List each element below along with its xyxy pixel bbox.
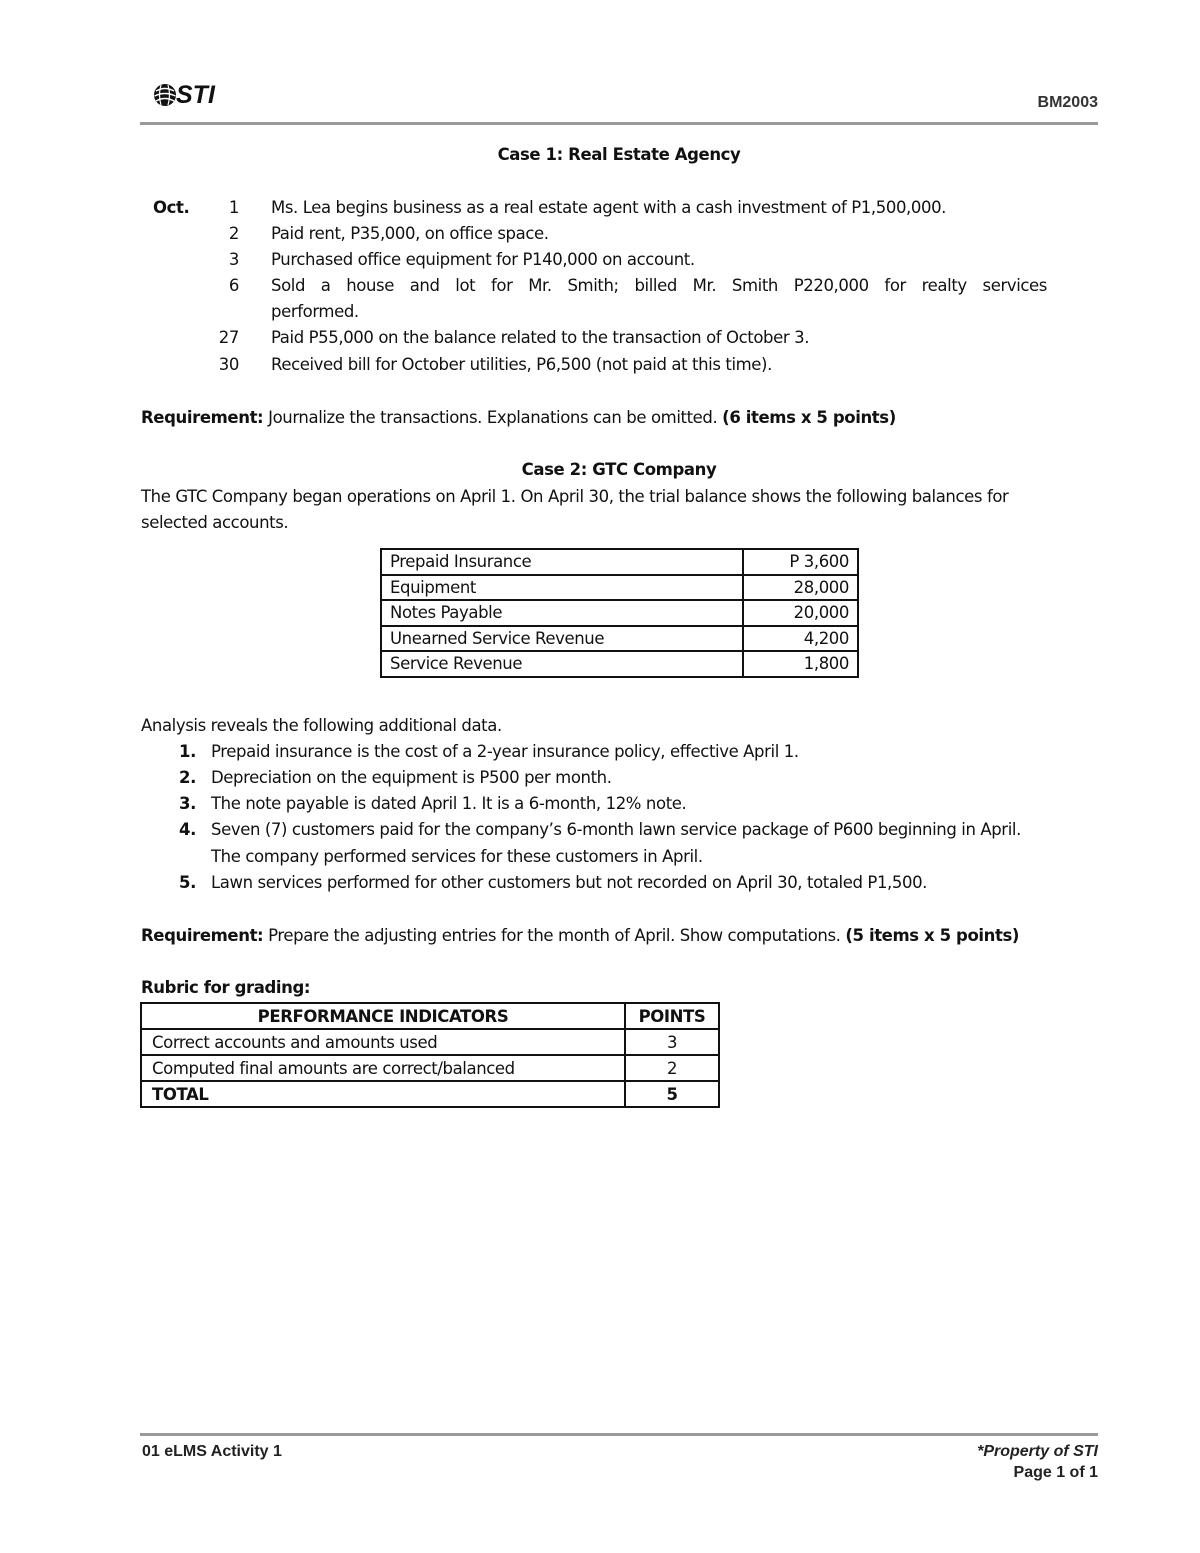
requirement-text: Prepare the adjusting entries for the month of April. Show computations.	[263, 926, 846, 945]
requirement-label: Requirement:	[141, 408, 264, 427]
list-item-continued: The company performed services for these customers in April.	[211, 847, 703, 866]
table-row	[141, 1055, 719, 1081]
table-header-row	[141, 1003, 719, 1029]
transaction-day: 27	[218, 328, 239, 347]
transaction-day: 2	[228, 224, 239, 243]
indicator-cell: Correct accounts and amounts used	[141, 1029, 625, 1055]
transaction-text: Ms. Lea begins business as a real estate agent with a cash investment of P1,500,000.	[271, 198, 947, 217]
table-row	[381, 600, 858, 626]
list-item: Lawn services performed for other customers but not recorded on April 30, totaled P1,500.	[211, 873, 928, 892]
footer-divider	[140, 1433, 1098, 1436]
transaction-text: Paid rent, P35,000, on office space.	[271, 224, 549, 243]
list-number: 2.	[179, 768, 196, 787]
document-code: BM2003	[1037, 94, 1098, 111]
requirement-points: (6 items x 5 points)	[722, 408, 896, 427]
footer-property-notice: *Property of STI	[977, 1443, 1098, 1460]
requirement-label: Requirement:	[141, 926, 264, 945]
header-divider	[140, 122, 1098, 125]
account-name: Service Revenue	[381, 651, 743, 677]
trial-balance-table	[380, 548, 859, 678]
table-row	[381, 549, 858, 575]
requirement-points: (5 items x 5 points)	[845, 926, 1020, 945]
list-item: The note payable is dated April 1. It is a 6-month, 12% note.	[211, 794, 687, 813]
account-amount: 28,000	[743, 575, 858, 601]
list-item: Depreciation on the equipment is P500 per month.	[211, 768, 612, 787]
account-amount: P 3,600	[743, 549, 858, 575]
transaction-text-continued: performed.	[271, 302, 359, 321]
case1-requirement	[141, 408, 896, 427]
total-points: 5	[625, 1081, 719, 1107]
account-amount: 20,000	[743, 600, 858, 626]
rubric-title: Rubric for grading:	[141, 978, 311, 997]
case1-title: Case 1: Real Estate Agency	[497, 145, 741, 164]
list-number: 5.	[179, 873, 196, 892]
footer-activity-label: 01 eLMS Activity 1	[142, 1443, 282, 1460]
points-cell: 3	[625, 1029, 719, 1055]
table-row	[381, 651, 858, 677]
transaction-text: Purchased office equipment for P140,000 on account.	[271, 250, 695, 269]
case2-intro-line1: The GTC Company began operations on April 1. On April 30, the trial balance shows the following balances for	[141, 487, 1009, 506]
account-name: Equipment	[381, 575, 743, 601]
case2-title: Case 2: GTC Company	[521, 460, 717, 479]
account-name: Unearned Service Revenue	[381, 626, 743, 652]
transaction-day: 6	[228, 276, 239, 295]
transaction-month: Oct.	[153, 198, 190, 217]
transaction-text: Paid P55,000 on the balance related to the transaction of October 3.	[271, 328, 810, 347]
table-row	[141, 1029, 719, 1055]
account-amount: 1,800	[743, 651, 858, 677]
account-amount: 4,200	[743, 626, 858, 652]
list-item: Prepaid insurance is the cost of a 2-year insurance policy, effective April 1.	[211, 742, 799, 761]
list-number: 4.	[179, 820, 196, 839]
list-number: 1.	[179, 742, 196, 761]
analysis-intro: Analysis reveals the following additional data.	[141, 716, 502, 735]
account-name: Notes Payable	[381, 600, 743, 626]
transaction-text: Received bill for October utilities, P6,500 (not paid at this time).	[271, 355, 772, 374]
table-row	[381, 626, 858, 652]
transaction-text: Sold a house and lot for Mr. Smith; billed Mr. Smith P220,000 for realty services	[271, 276, 1047, 295]
table-row	[381, 575, 858, 601]
rubric-table	[140, 1002, 720, 1108]
requirement-text: Journalize the transactions. Explanations can be omitted.	[263, 408, 723, 427]
column-header: PERFORMANCE INDICATORS	[141, 1003, 625, 1029]
points-cell: 2	[625, 1055, 719, 1081]
sti-logo	[152, 78, 224, 112]
case2-requirement	[141, 926, 1019, 945]
total-label: TOTAL	[141, 1081, 625, 1107]
list-item: Seven (7) customers paid for the company’s 6-month lawn service package of P600 beginning in April.	[211, 820, 1021, 839]
footer-page-number: Page 1 of 1	[1013, 1464, 1098, 1481]
transaction-day: 1	[228, 198, 239, 217]
indicator-cell: Computed final amounts are correct/balanced	[141, 1055, 625, 1081]
account-name: Prepaid Insurance	[381, 549, 743, 575]
transaction-day: 30	[218, 355, 239, 374]
transaction-day: 3	[228, 250, 239, 269]
list-number: 3.	[179, 794, 196, 813]
case2-intro-line2: selected accounts.	[141, 513, 289, 532]
globe-icon	[152, 82, 178, 108]
total-row	[141, 1081, 719, 1107]
column-header: POINTS	[625, 1003, 719, 1029]
logo-text: STI	[176, 80, 215, 109]
